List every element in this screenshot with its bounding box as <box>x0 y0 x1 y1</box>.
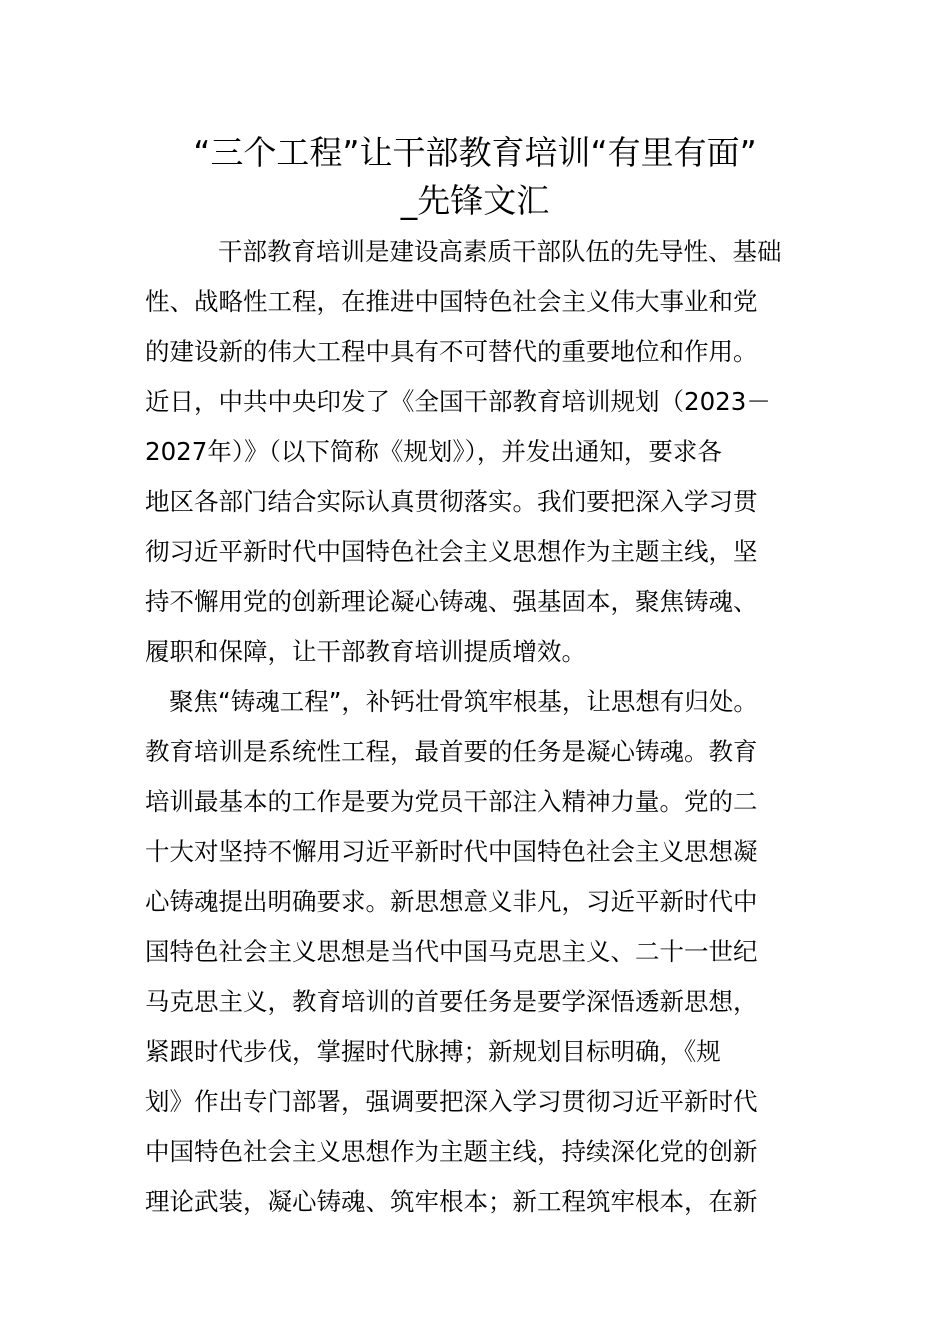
paragraph-line: 国特色社会主义思想是当代中国马克思主义、二十一世纪 <box>145 937 758 966</box>
paragraph-line: 十大对坚持不懈用习近平新时代中国特色社会主义思想凝 <box>145 837 758 866</box>
paragraph-line: 持不懈用党的创新理论凝心铸魂、强基固本，聚焦铸魂、 <box>145 587 758 616</box>
paragraph-line: 教育培训是系统性工程，最首要的任务是凝心铸魂。教育 <box>145 737 758 766</box>
document-title-line-1: “三个工程”让干部教育培训“有里有面” <box>193 133 757 172</box>
document-title-line-2: _先锋文汇 <box>400 181 550 220</box>
paragraph-line: 近日，中共中央印发了《全国干部教育培训规划（2023－ <box>145 387 771 416</box>
paragraph-line: 聚焦“铸魂工程”，补钙壮骨筑牢根基，让思想有归处。 <box>169 687 758 716</box>
paragraph-line: 划》作出专门部署，强调要把深入学习贯彻习近平新时代 <box>145 1087 758 1116</box>
paragraph-line: 心铸魂提出明确要求。新思想意义非凡，习近平新时代中 <box>145 887 758 916</box>
paragraph-line: 2027年）》（以下简称《规划》），并发出通知，要求各 <box>145 437 722 466</box>
paragraph-line: 紧跟时代步伐，掌握时代脉搏；新规划目标明确，《规 <box>145 1037 721 1066</box>
paragraph-line: 地区各部门结合实际认真贯彻落实。我们要把深入学习贯 <box>145 487 758 516</box>
paragraph-line: 履职和保障，让干部教育培训提质增效。 <box>145 637 586 666</box>
paragraph-line: 彻习近平新时代中国特色社会主义思想作为主题主线，坚 <box>145 537 758 566</box>
paragraph-line: 中国特色社会主义思想作为主题主线，持续深化党的创新 <box>145 1137 758 1166</box>
paragraph-line: 理论武装，凝心铸魂、筑牢根本；新工程筑牢根本，在新 <box>145 1187 758 1216</box>
paragraph-line: 的建设新的伟大工程中具有不可替代的重要地位和作用。 <box>145 337 758 366</box>
paragraph-line: 干部教育培训是建设高素质干部队伍的先导性、基础 <box>218 237 782 266</box>
paragraph-line: 马克思主义，教育培训的首要任务是要学深悟透新思想， <box>145 987 758 1016</box>
paragraph-line: 性、战略性工程，在推进中国特色社会主义伟大事业和党 <box>145 287 758 316</box>
paragraph-line: 培训最基本的工作是要为党员干部注入精神力量。党的二 <box>145 787 758 816</box>
